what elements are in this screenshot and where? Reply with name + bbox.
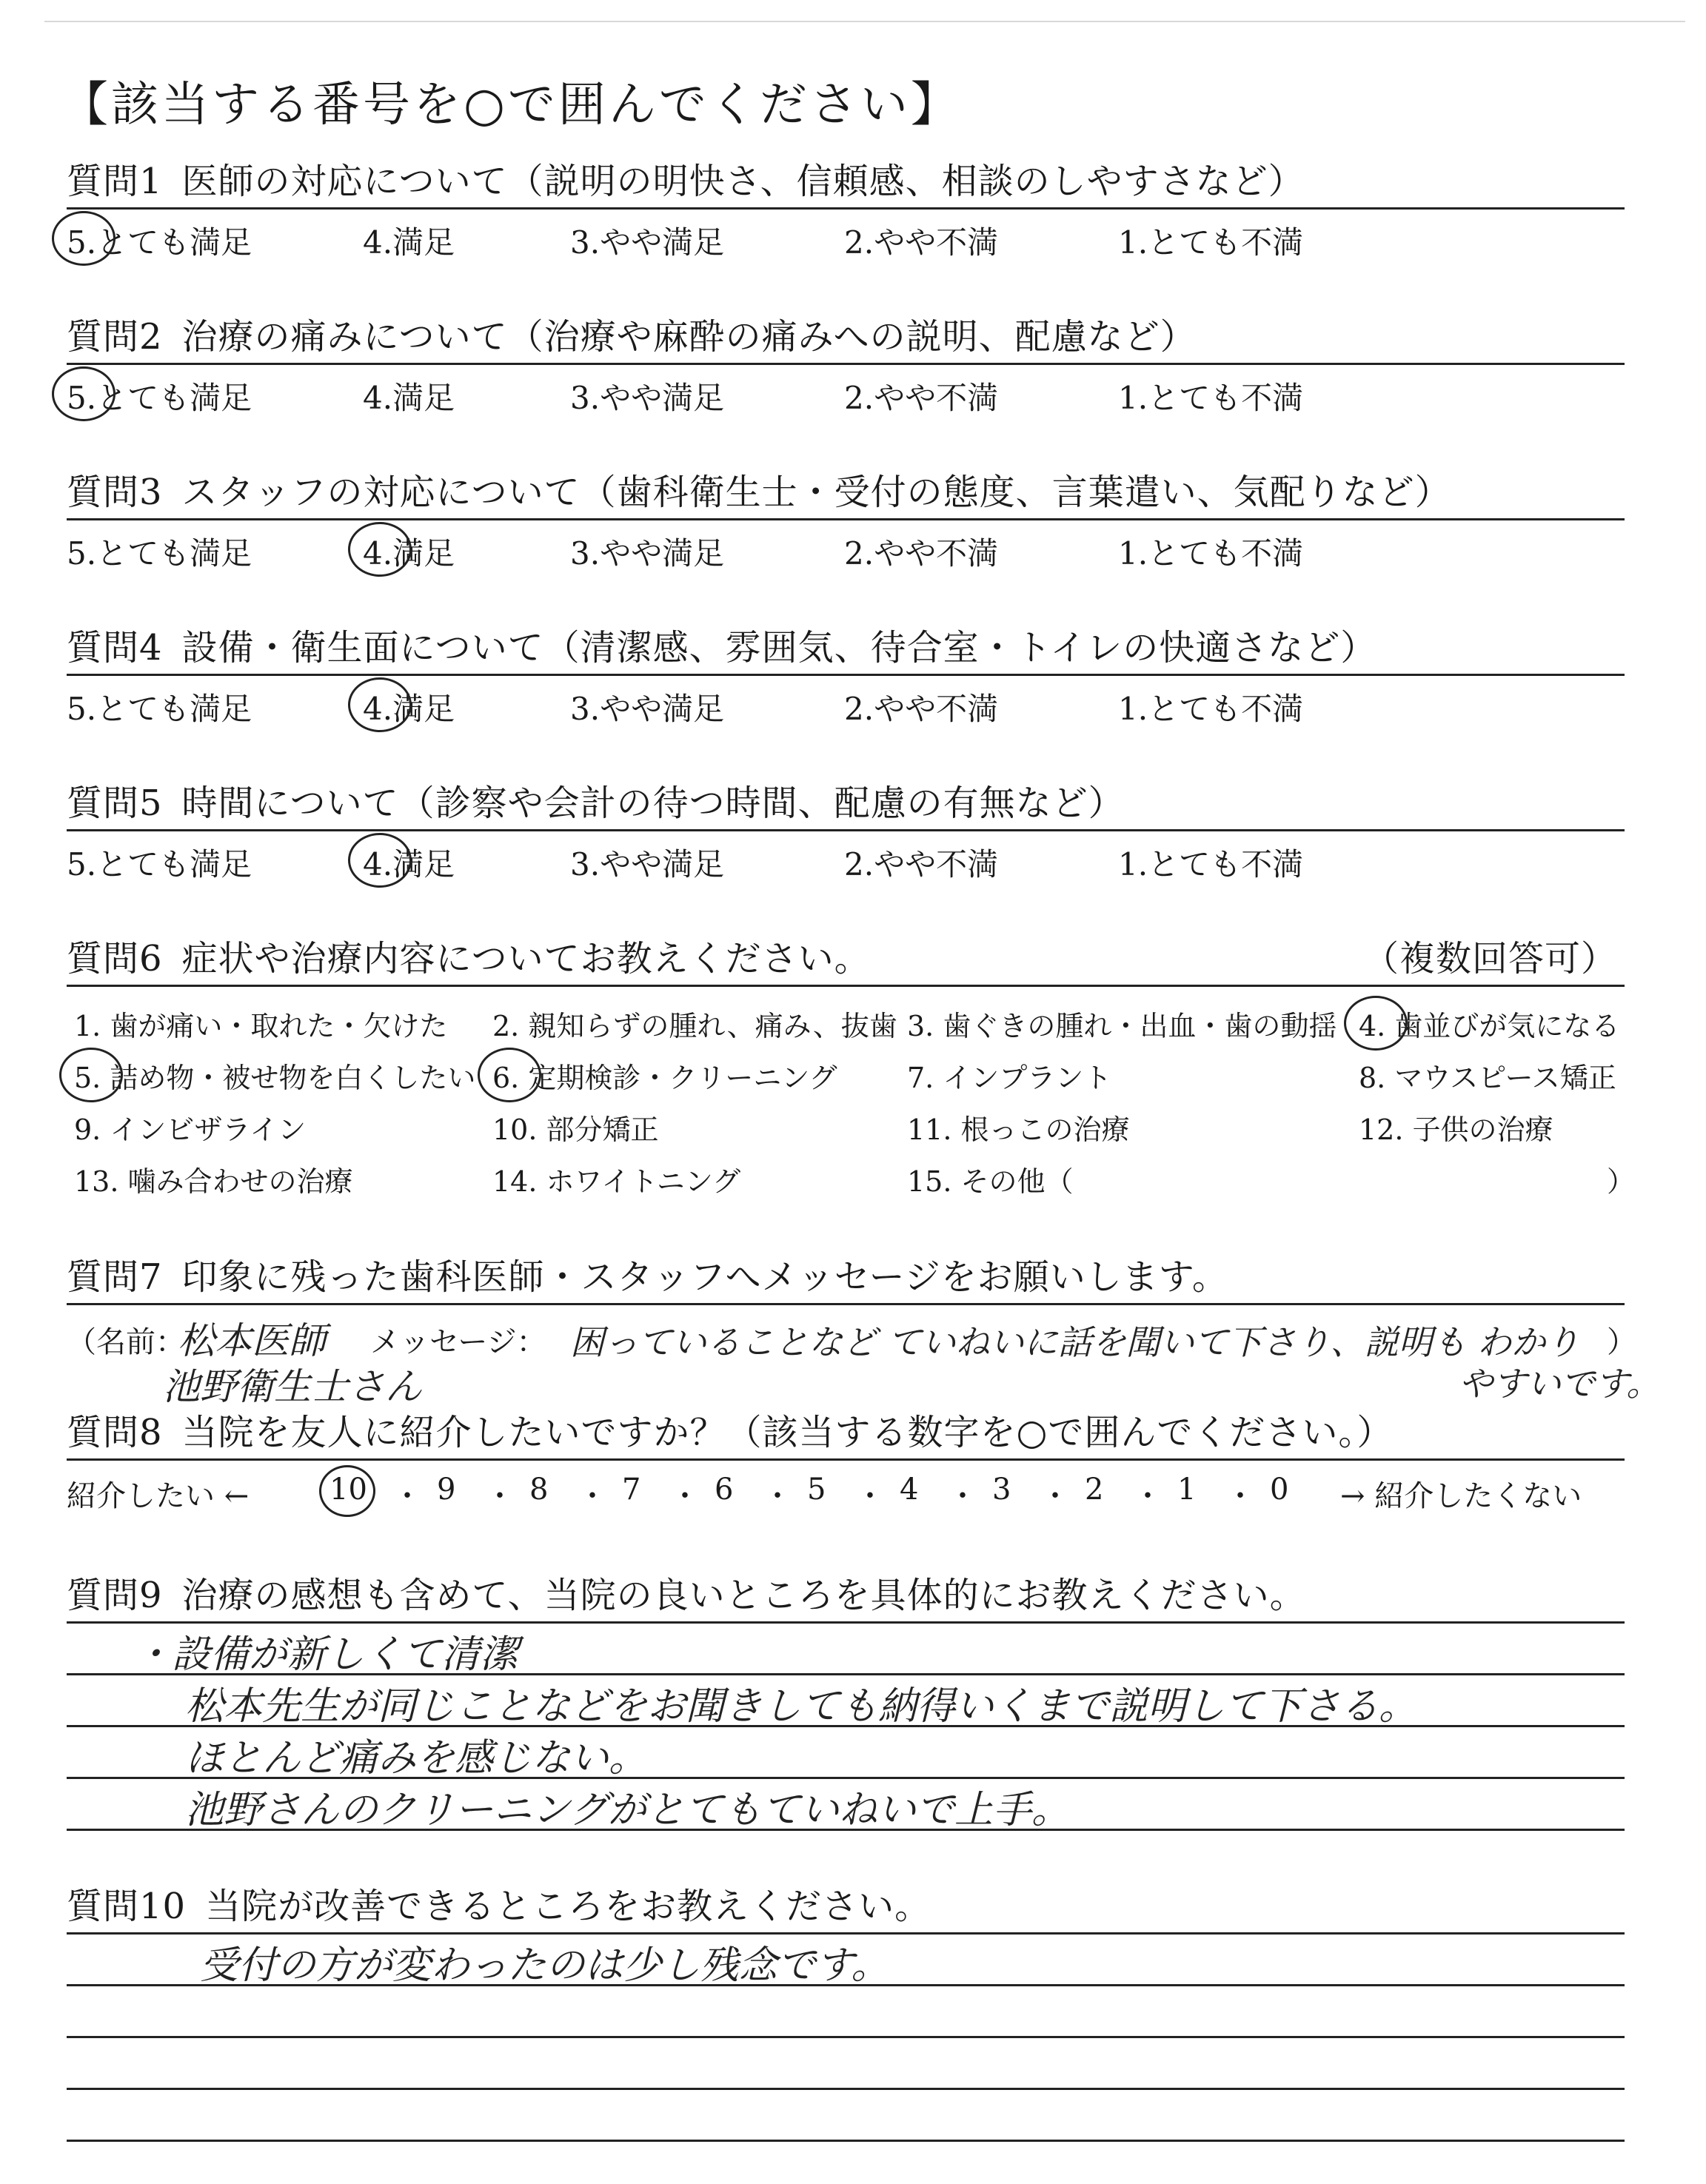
option-3[interactable]: 3.やや満足 [570,224,725,261]
question-title: 質問2 治療の痛みについて（治療や麻酔の痛みへの説明、配慮など） [67,316,1197,358]
option-4[interactable]: 4.満足 [363,529,455,574]
option-4[interactable]: 4.満足 [363,840,455,885]
rating-options [67,520,1625,571]
question-7 [67,1251,1661,1408]
top-border [44,21,1685,22]
option-1[interactable]: 1.とても不満 [1118,846,1304,882]
question-5 [67,777,1625,882]
question-title: 質問10 当院が改善できるところをお教えください。 [67,1886,931,1927]
selected-circle [348,833,412,888]
option-4[interactable]: 4.満足 [363,380,455,416]
option-item[interactable]: 15. その他（ [907,1165,1074,1198]
option-4[interactable]: 4.満足 [363,685,455,729]
scale-3[interactable]: 3 [992,1473,1011,1507]
scale-dot: ・ [670,1479,700,1513]
rating-options [67,831,1625,882]
treatment-options [67,987,1636,1198]
scale-dot: ・ [392,1479,422,1513]
question-title: 質問6 症状や治療内容についてお教えください。 （複数回答可） [67,933,1625,985]
close-paren: ） [1607,1325,1636,1359]
option-2[interactable]: 2.やや不満 [844,535,999,572]
answer-line [67,2140,1625,2142]
option-5[interactable]: 5.とても満足 [67,374,252,418]
selected-circle [52,366,116,421]
option-1[interactable]: 1.とても不満 [1118,691,1304,727]
scale-dot: ・ [763,1479,792,1513]
question-8 [67,1407,1625,1514]
question-2 [67,311,1625,415]
answer-handwritten: 松本先生が同じことなどをお聞きしても納得いくまで説明して下さる。 [185,1684,1418,1729]
option-item[interactable]: 1. 歯が痛い・取れた・欠けた [74,1010,448,1042]
selected-circle [319,1465,375,1517]
option-3[interactable]: 3.やや満足 [570,380,725,416]
right-label: → 紹介したくない [1340,1479,1582,1513]
referral-scale [67,1461,1625,1514]
selected-circle [478,1048,541,1102]
option-item[interactable]: 10. 部分矯正 [492,1113,659,1146]
option-item[interactable]: 8. マウスピース矯正 [1359,1062,1616,1094]
answer-handwritten: 受付の方が変わったのは少し残念です。 [200,1943,890,1988]
message-area[interactable] [67,1305,1661,1408]
name-handwritten-2: 池野衛生士さん [163,1365,422,1408]
question-1 [67,155,1625,260]
option-3[interactable]: 3.やや満足 [570,691,725,727]
option-item[interactable]: 13. 噛み合わせの治療 [74,1165,353,1198]
answer-handwritten: 池野さんのクリーニングがとてもていねいで上手。 [185,1788,1070,1832]
option-5[interactable]: 5.とても満足 [67,535,252,572]
answer-handwritten: ほとんど痛みを感じない。 [185,1736,648,1781]
question-title: 質問8 当院を友人に紹介したいですか？（該当する数字を○で囲んでください。） [67,1412,1394,1453]
option-1[interactable]: 1.とても不満 [1118,224,1304,261]
scale-6[interactable]: 6 [715,1473,734,1507]
option-2[interactable]: 2.やや不満 [844,691,999,727]
option-5[interactable]: 5.とても満足 [67,691,252,727]
option-item[interactable]: 4. 歯並びが気になる [1359,1003,1619,1044]
scale-10[interactable]: 10 [330,1473,367,1507]
message-handwritten-2: やすいです。 [1459,1364,1661,1404]
name-label: （名前： [67,1325,185,1359]
answer-line [67,2088,1625,2090]
option-4[interactable]: 4.満足 [363,224,455,261]
question-title: 質問5 時間について（診察や会計の待つ時間、配慮の有無など） [67,783,1125,824]
scale-dot: ・ [948,1479,977,1513]
scale-9[interactable]: 9 [437,1473,456,1507]
question-title: 質問4 設備・衛生面について（清潔感、雰囲気、待合室・トイレの快適さなど） [67,627,1377,669]
option-2[interactable]: 2.やや不満 [844,846,999,882]
scale-dot: ・ [855,1479,885,1513]
option-2[interactable]: 2.やや不満 [844,224,999,261]
scale-dot: ・ [1040,1479,1070,1513]
question-title: 質問3 スタッフの対応について（歯科衛生士・受付の態度、言葉遣い、気配りなど） [67,472,1451,513]
option-item[interactable]: 6. 定期検診・クリーニング [492,1055,837,1096]
answer-lines[interactable] [67,1621,1625,1888]
selected-circle [1344,996,1408,1051]
option-item[interactable]: 7. インプラント [907,1062,1112,1094]
answer-line [67,2036,1625,2038]
left-label: 紹介したい ← [67,1479,250,1513]
question-3 [67,466,1625,571]
option-5[interactable]: 5.とても満足 [67,846,252,882]
rating-options [67,365,1625,415]
option-1[interactable]: 1.とても不満 [1118,380,1304,416]
other-close-paren: ） [1607,1165,1636,1198]
scale-8[interactable]: 8 [529,1473,549,1507]
selected-circle [52,211,116,266]
option-2[interactable]: 2.やや不満 [844,380,999,416]
multiple-answer-note: （複数回答可） [1362,938,1617,979]
option-3[interactable]: 3.やや満足 [570,535,725,572]
page-title: 【該当する番号を○で囲んでください】 [61,78,961,133]
option-item[interactable]: 14. ホワイトニング [492,1165,741,1198]
scale-dot: ・ [578,1479,607,1513]
option-item[interactable]: 2. 親知らずの腫れ、痛み、抜歯 [492,1010,897,1042]
question-title: 質問1 医師の対応について（説明の明快さ、信頼感、相談のしやすさなど） [67,161,1305,202]
selected-circle [348,677,412,732]
scale-4[interactable]: 4 [900,1473,919,1507]
rating-options [67,210,1625,260]
option-item[interactable]: 3. 歯ぐきの腫れ・出血・歯の動揺 [907,1010,1337,1042]
option-1[interactable]: 1.とても不満 [1118,535,1304,572]
scale-dot: ・ [485,1479,515,1513]
question-10 [67,1880,1625,2184]
option-item[interactable]: 12. 子供の治療 [1359,1113,1553,1146]
answer-handwritten: ・設備が新しくて清潔 [133,1632,519,1677]
question-9 [67,1570,1625,1888]
question-title: 質問9 治療の感想も含めて、当院の良いところを具体的にお教えください。 [67,1575,1306,1616]
answer-lines[interactable] [67,1932,1625,2184]
option-5[interactable]: 5.とても満足 [67,218,252,263]
scale-7[interactable]: 7 [622,1473,641,1507]
scale-5[interactable]: 5 [807,1473,826,1507]
message-label: メッセージ： [370,1325,546,1359]
scale-0[interactable]: 0 [1270,1473,1289,1507]
selected-circle [348,522,412,577]
option-item[interactable]: 9. インビザライン [74,1113,307,1146]
option-item[interactable]: 11. 根っこの治療 [907,1113,1130,1146]
option-3[interactable]: 3.やや満足 [570,846,725,882]
question-6 [67,933,1636,1198]
scale-2[interactable]: 2 [1085,1473,1104,1507]
option-item[interactable]: 5. 詰め物・被せ物を白くしたい [74,1055,475,1096]
message-handwritten-1: 困っていることなど ていねいに話を聞いて下さり、説明も わかり [570,1322,1580,1362]
selected-circle [59,1048,123,1102]
question-title: 質問7 印象に残った歯科医師・スタッフへメッセージをお願いします。 [67,1256,1228,1298]
name-handwritten-1: 松本医師 [178,1319,326,1362]
scale-dot: ・ [1133,1479,1163,1513]
scale-dot: ・ [1225,1479,1255,1513]
scale-1[interactable]: 1 [1177,1473,1197,1507]
question-4 [67,622,1625,726]
rating-options [67,676,1625,726]
